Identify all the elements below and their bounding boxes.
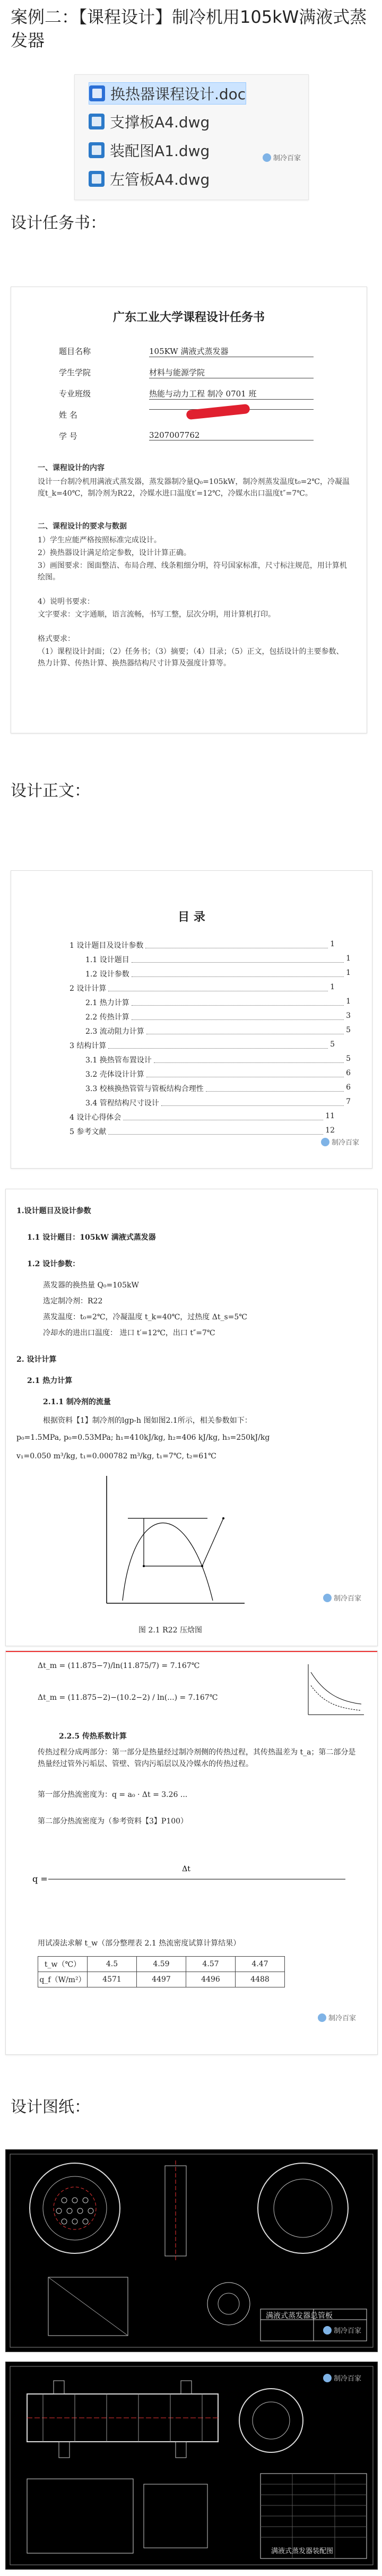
task-item: 格式要求： (38, 635, 75, 643)
task-row: 学 号 3207007762 (59, 430, 112, 442)
toc-leader (132, 954, 344, 963)
redacted-name-mark (186, 404, 250, 420)
toc-page-number: 1 (346, 954, 351, 963)
toc-item[interactable] (70, 1040, 335, 1051)
toc-page-number: 1 (346, 997, 351, 1006)
toc-page-number: 5 (346, 1054, 351, 1063)
calc-text: 传热过程分成两部分：第一部分是热量经过制冷剂侧的传热过程，其传热温差为 t_a；第二部分是热量经过管外污垢层、管壁、管内污垢层以及冷媒水的传热过程。 (38, 1748, 356, 1768)
task-row: 专业班级 热能与动力工程 制冷 0701 班 (59, 388, 112, 399)
calc-text: 第二部分热流密度为（参考资料【3】P100） (38, 1817, 188, 1826)
calc-heading: 1.2 设计参数： (27, 1260, 80, 1268)
task-item: 1）学生应能严格按照标准完成设计。 (38, 536, 161, 544)
watermark-icon (321, 1138, 329, 1146)
dwg-file-icon (89, 142, 105, 158)
toc-item-label: 3.2 壳体设计计算 (85, 1070, 144, 1079)
toc-page-number: 1 (346, 969, 351, 977)
task-item: （1）课程设计封面；（2）任务书；（3）摘要；（4）目录；（5）正文，包括设计的主要参数、热力计算、传热计算、换热器结构尺寸计算及强度计算等。 (38, 647, 344, 668)
toc-page-number: 6 (346, 1069, 351, 1077)
toc-item-label: 1.1 设计题目 (85, 956, 129, 964)
watermark: 制冷百家 (323, 2325, 361, 2335)
table-row (38, 1957, 285, 1972)
calc-text: 蒸发温度：t₀=2℃，冷凝温度 t_k=40℃，过热度 Δt_s=5℃ (43, 1313, 247, 1321)
table-cell: t_w（℃） (38, 1957, 88, 1972)
toc-leader (132, 1012, 344, 1020)
drawing-title: 满液式蒸发器总管板 (266, 2312, 333, 2320)
drawing-title: 满液式蒸发器装配图 (271, 2547, 334, 2555)
calc-text: 根据资料【1】制冷剂的lgp-h 图如图2.1所示，相关参数如下： (43, 1416, 252, 1425)
svg-text:q =: q = (32, 1874, 48, 1884)
table-cell: 4.57 (186, 1957, 236, 1972)
toc-item-label: 1 设计题目及设计参数 (70, 941, 144, 950)
watermark: 制冷百家 (321, 1137, 359, 1147)
toc-item-label: 3.1 换热管布置设计 (85, 1056, 152, 1065)
task-row: 题目名称 105KW 满液式蒸发器 (59, 345, 112, 357)
toc-item-label: 2.3 流动阻力计算 (85, 1027, 144, 1036)
calc-text: 第一部分热流密度为：q = a₀ · Δt = 3.26 ... (38, 1791, 188, 1799)
calc-page-1 (5, 1189, 378, 1646)
task-item: 3）画图要求：图面整洁、布局合理、线条粗细分明，符号国家标准，尺寸标注规范，用计算机绘图。 (38, 561, 347, 582)
table-row (38, 1972, 285, 1987)
watermark: 制冷百家 (323, 2373, 361, 2383)
calc-text: v₁=0.050 m³/kg, t₁=0.000782 m³/kg, t₁=7℃, t₂=61℃ (16, 1452, 216, 1460)
toc-item[interactable] (85, 954, 351, 965)
toc-item-label: 3.4 管程结构尺寸设计 (85, 1099, 159, 1108)
task-sheet-title: 广东工业大学课程设计任务书 (112, 310, 265, 324)
task-section-body: 设计一台制冷机用满液式蒸发器，蒸发器制冷量Q₀=105kW，制冷剂蒸发温度t₀=2℃，冷凝温度t_k=40℃，制冷剂为R22，冷媒水进口温度t′=12℃，冷媒水出口温度t″=7℃。 (38, 478, 350, 498)
table-cell: 4488 (236, 1972, 285, 1987)
file-list-panel (74, 74, 309, 200)
dwg-file-icon (89, 114, 105, 129)
toc-item[interactable] (85, 1054, 351, 1065)
watermark: 制冷百家 (318, 2012, 356, 2022)
section-heading-task: 设计任务书： (11, 214, 106, 232)
toc-page-number: 1 (330, 940, 335, 948)
toc-item[interactable] (70, 1126, 335, 1137)
toc-page-number: 1 (330, 983, 335, 991)
toc-item-label: 4 设计心得体会 (70, 1113, 121, 1122)
task-item: 2）换热器设计满足给定参数，设计计算正确。 (38, 549, 191, 557)
toc-leader (154, 1054, 344, 1063)
watermark-icon (323, 1594, 332, 1602)
cad-drawing-1 (5, 2149, 378, 2352)
table-cell: 4571 (88, 1972, 137, 1987)
toc-leader (108, 983, 328, 991)
calc-text: 冷却水的进出口温度： 进口 t′=12℃，出口 t″=7℃ (43, 1329, 215, 1337)
calc-heading: 1.设计题目及设计参数 (16, 1207, 91, 1215)
calc-text: 选定制冷剂：R22 (43, 1297, 103, 1306)
toc-page-number: 12 (325, 1126, 335, 1135)
toc-item[interactable] (70, 1112, 335, 1122)
calc-heading: 2.2.5 传热系数计算 (59, 1732, 127, 1741)
task-section-heading: 二、课程设计的要求与数据 (38, 522, 127, 531)
temperature-curve-figure (303, 1662, 367, 1720)
watermark: 制冷百家 (263, 152, 301, 162)
task-row: 姓 名 (59, 409, 112, 420)
ph-diagram (91, 1471, 250, 1619)
toc-item[interactable] (85, 1069, 351, 1079)
task-section-heading: 一、课程设计的内容 (38, 464, 105, 472)
toc-leader (146, 1026, 344, 1034)
toc-leader (108, 1040, 328, 1049)
table-cell: 4496 (186, 1972, 236, 1987)
toc-leader (206, 1083, 344, 1092)
toc-item-label: 2.1 热力计算 (85, 999, 129, 1007)
toc-item[interactable] (85, 1083, 351, 1094)
watermark-icon (263, 153, 271, 162)
toc-item[interactable] (85, 1012, 351, 1022)
task-item: 4）说明书要求： (38, 598, 94, 606)
toc-item[interactable] (85, 997, 351, 1008)
watermark-icon (323, 2326, 332, 2335)
toc-item[interactable] (85, 969, 351, 979)
toc-item[interactable] (70, 983, 335, 993)
toc-leader (132, 969, 344, 977)
calc-heading: 2. 设计计算 (16, 1355, 57, 1364)
heat-flux-equation (27, 1834, 356, 1924)
file-item[interactable] (89, 82, 246, 105)
watermark: 制冷百家 (323, 1593, 361, 1603)
figure-caption: 图 2.1 R22 压焓图 (138, 1626, 202, 1635)
toc-leader (132, 997, 344, 1006)
file-name: 换热器课程设计.doc (110, 85, 246, 103)
table-cell: 4.5 (88, 1957, 137, 1972)
table-caption: 用试凑法求解 t_w（部分整理表 2.1 热流密度试算计算结果） (38, 1939, 241, 1948)
toc-item-label: 1.2 设计参数 (85, 970, 129, 979)
equation: Δt_m = (11.875−7)/ln(11.875/7) = 7.167℃ (38, 1662, 200, 1670)
article-title: 案例二：【课程设计】制冷机用105kW满液式蒸发器 (11, 7, 367, 50)
file-name: 左管板A4.dwg (110, 171, 210, 188)
toc-item-label: 3 结构计算 (70, 1042, 107, 1050)
watermark-icon (318, 2013, 326, 2022)
toc-item[interactable] (85, 1026, 351, 1036)
file-item[interactable] (89, 140, 210, 161)
section-heading-main: 设计正文： (11, 782, 90, 800)
calc-heading: 2.1 热力计算 (27, 1377, 73, 1385)
word-doc-icon (89, 85, 105, 101)
cad-drawing-graphic (6, 2362, 377, 2569)
table-cell: 4.47 (236, 1957, 285, 1972)
toc-page-number: 7 (346, 1097, 351, 1106)
calc-text: 蒸发器的换热量 Q₀=105kW (43, 1281, 139, 1290)
watermark-icon (323, 2374, 332, 2382)
toc-title: 目 录 (178, 910, 205, 924)
toc-page-number: 3 (346, 1012, 351, 1020)
toc-leader (108, 1126, 323, 1135)
cad-drawing-2 (5, 2362, 378, 2570)
file-item[interactable] (89, 111, 210, 132)
toc-item[interactable] (85, 1097, 351, 1108)
equation: Δt_m = (11.875−2)−(10.2−2) / ln(...) = 7.167℃ (38, 1693, 218, 1702)
calc-text: p₀=1.5MPa, p₀=0.53MPa; h₁=410kJ/kg, h₂=406 kJ/kg, h₃=250kJ/kg (16, 1433, 270, 1442)
calc-heading: 2.1.1 制冷剂的流量 (43, 1398, 111, 1406)
toc-item[interactable] (70, 940, 335, 950)
toc-leader (161, 1097, 344, 1106)
toc-item-label: 2 设计计算 (70, 984, 107, 993)
page-divider (6, 1651, 377, 1652)
toc-page-number: 6 (346, 1083, 351, 1092)
toc-page-number: 5 (346, 1026, 351, 1034)
toc-item-label: 3.3 校核换热管管与管板结构合理性 (85, 1085, 204, 1093)
file-name: 支撑板A4.dwg (110, 114, 210, 131)
toc-page-number: 5 (330, 1040, 335, 1049)
task-sheet (11, 287, 367, 733)
table-cell: 4.59 (137, 1957, 186, 1972)
calc-page-2 (5, 1650, 378, 2055)
file-name: 装配图A1.dwg (110, 142, 210, 160)
toc-page (11, 870, 372, 1169)
cad-drawing-graphic (6, 2150, 377, 2352)
toc-leader (146, 1069, 344, 1077)
file-item[interactable] (89, 168, 210, 189)
dwg-file-icon (89, 171, 105, 187)
task-item: 文字要求：文字通顺，语言流畅，书写工整，层次分明，用计算机打印。 (38, 610, 275, 619)
toc-leader (123, 1112, 323, 1120)
svg-text:Δt: Δt (182, 1865, 190, 1873)
task-row: 学生学院 材料与能源学院 (59, 367, 112, 378)
table-cell: q_f（W/m²） (38, 1972, 88, 1987)
heat-flux-table (38, 1956, 285, 1987)
toc-leader (145, 940, 328, 948)
toc-page-number: 11 (325, 1112, 335, 1120)
calc-heading: 1.1 设计题目：105kW 满液式蒸发器 (27, 1233, 156, 1242)
toc-item-label: 5 参考文献 (70, 1128, 107, 1136)
toc-item-label: 2.2 传热计算 (85, 1013, 129, 1022)
section-heading-drawings: 设计图纸： (11, 2098, 90, 2116)
table-cell: 4497 (137, 1972, 186, 1987)
